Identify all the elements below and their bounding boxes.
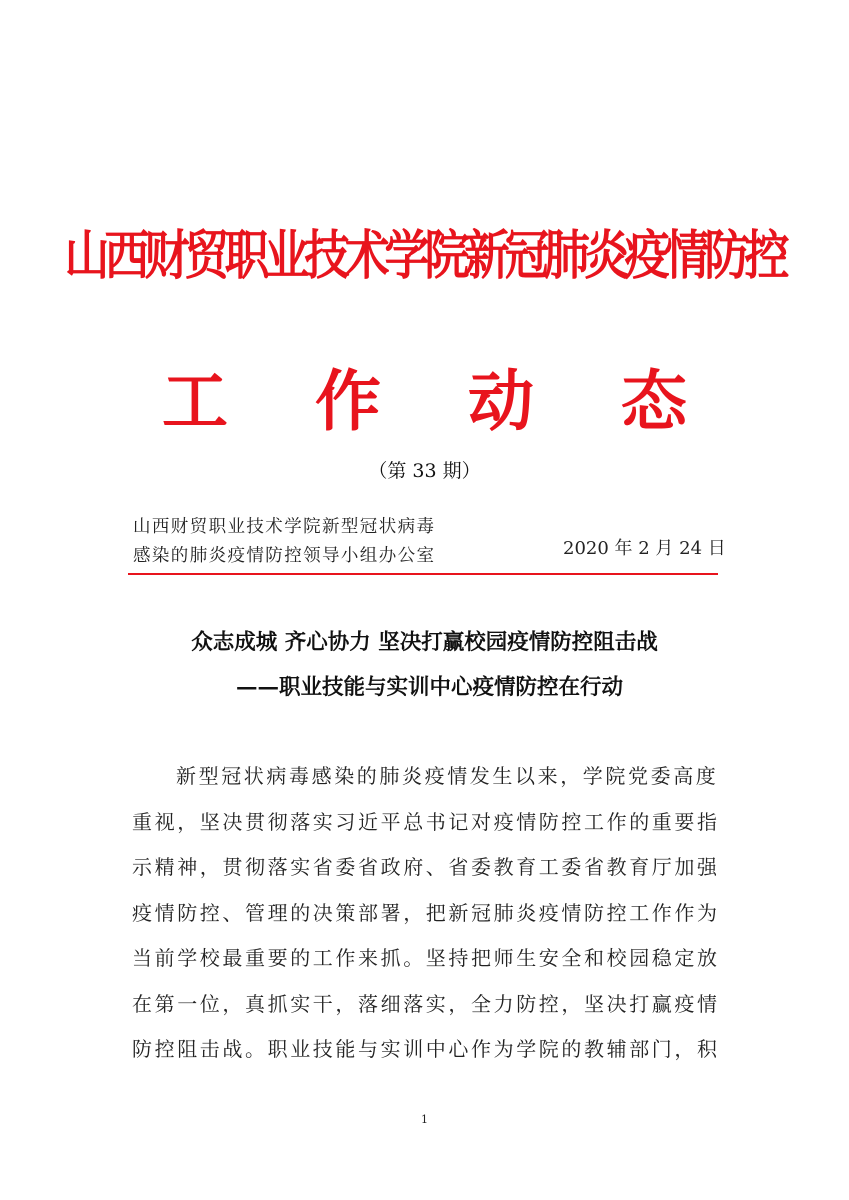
body-line: 当前学校最重要的工作来抓。坚持把师生安全和校园稳定放	[132, 946, 720, 970]
body-line: 在第一位，真抓实干，落细落实，全力防控，坚决打赢疫情	[132, 991, 720, 1016]
red-divider	[128, 573, 718, 575]
body-line: 疫情防控、管理的决策部署，把新冠肺炎疫情防控工作作为	[132, 900, 720, 925]
issue-date: 2020 年 2 月 24 日	[563, 538, 726, 559]
body-line: 防控阻击战。职业技能与实训中心作为学院的教辅部门，积	[132, 1037, 720, 1061]
page-number: 1	[421, 1113, 428, 1126]
body-line: 重视，坚决贯彻落实习近平总书记对疫情防控工作的重要指	[132, 809, 720, 834]
body-line: 新型冠状病毒感染的肺炎疫情发生以来，学院党委高度	[176, 764, 719, 788]
article-title-line-1: 众志成城 齐心协力 坚决打赢校园疫情防控阻击战	[191, 630, 658, 655]
masthead-subtitle: 工 作 动 态	[162, 362, 719, 440]
body-line: 示精神，贯彻落实省委省政府、省委教育工委省教育厅加强	[132, 855, 720, 879]
masthead-title: 山西财贸职业技术学院新冠肺炎疫情防控	[64, 223, 785, 287]
office-line-1: 山西财贸职业技术学院新型冠状病毒	[133, 517, 436, 537]
article-title	[0, 620, 849, 710]
issue-number: （第 33 期）	[368, 460, 481, 482]
article-body	[132, 754, 724, 1073]
issuing-office	[133, 513, 435, 571]
article-title-line-2: ——职业技能与实训中心疫情防控在行动	[235, 675, 623, 700]
office-line-2: 感染的肺炎疫情防控领导小组办公室	[133, 546, 436, 566]
